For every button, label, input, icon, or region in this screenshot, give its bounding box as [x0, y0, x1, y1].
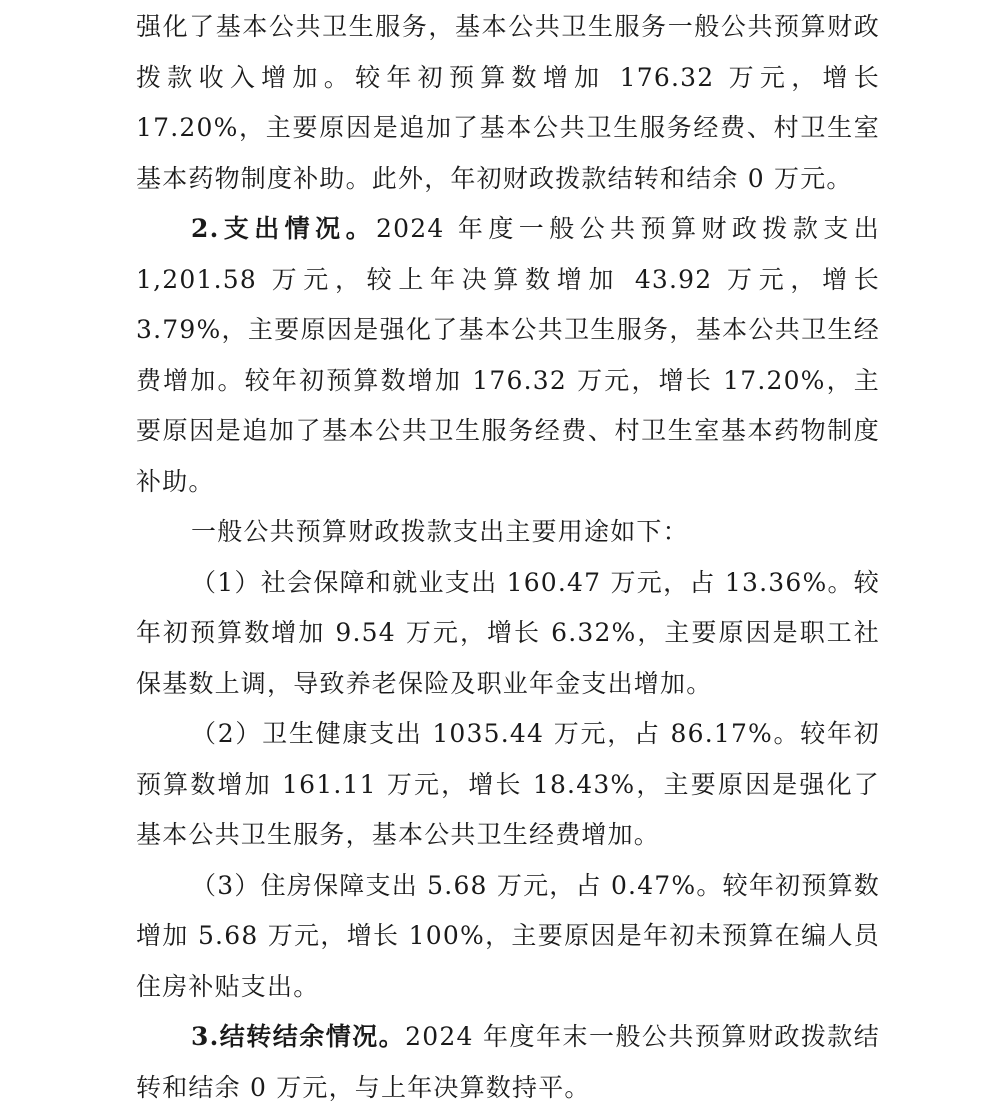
- paragraph-carryover: [136, 1012, 880, 1113]
- paragraph-text: （2）卫生健康支出 1035.44 万元，占 86.17%。较年初预算数增加 161.11 万元，增长 18.43%，主要原因是强化了基本公共卫生服务，基本公共卫生经费增加。: [136, 719, 880, 849]
- paragraph-text: 一般公共预算财政拨款支出主要用途如下：: [191, 517, 689, 546]
- paragraph-uses-intro: [136, 507, 880, 558]
- paragraph-social-security: [136, 558, 880, 710]
- paragraph-housing: [136, 861, 880, 1013]
- paragraph-health: [136, 709, 880, 861]
- paragraph-revenue-continuation: [136, 2, 880, 204]
- paragraph-text: （1）社会保障和就业支出 160.47 万元，占 13.36%。较年初预算数增加 9.54 万元，增长 6.32%，主要原因是职工社保基数上调，导致养老保险及职业年金支出增加。: [136, 567, 880, 698]
- paragraph-text: 2024 年度年末一般公共预算财政拨款结转和结余 0 万元，与上年决算数持平。: [136, 1022, 880, 1102]
- section-heading-expenditure: 2.支出情况。: [191, 214, 377, 243]
- document-page: [136, 0, 880, 1113]
- section-heading-carryover: 3.结转结余情况。: [191, 1022, 406, 1051]
- paragraph-text: 强化了基本公共卫生服务，基本公共卫生服务一般公共预算财政拨款收入增加。较年初预算数增加 176.32 万元，增长 17.20%，主要原因是追加了基本公共卫生服务经费、村卫生室基本药物制度补助。此外，年初财政拨款结转和结余 0 万元。: [136, 12, 880, 193]
- paragraph-expenditure: [136, 204, 880, 507]
- paragraph-text: 2024 年度一般公共预算财政拨款支出 1,201.58 万元，较上年决算数增加 43.92 万元，增长 3.79%，主要原因是强化了基本公共卫生服务，基本公共卫生经费增加。较年初预算数增加 176.32 万元，增长 17.20%，主要原因是追加了基本公共卫生服务经费、村卫生室基本药物制度补助。: [136, 214, 881, 496]
- paragraph-text: （3）住房保障支出 5.68 万元，占 0.47%。较年初预算数增加 5.68 万元，增长 100%，主要原因是年初未预算在编人员住房补贴支出。: [136, 870, 880, 1001]
